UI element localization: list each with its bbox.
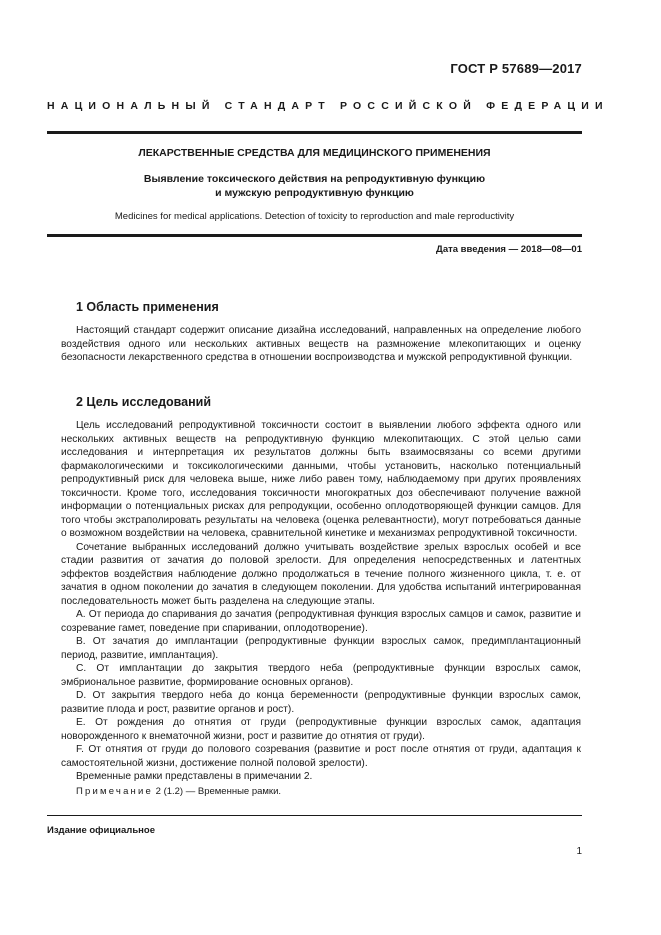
document-title: ЛЕКАРСТВЕННЫЕ СРЕДСТВА ДЛЯ МЕДИЦИНСКОГО ПРИМЕНЕНИЯ — [138, 147, 491, 159]
stage-item: F. От отнятия от груди до полового созревания (развитие и рост после отнятия от груди, адаптация к самостоятельной жизни, достижение полной половой зрелости). — [61, 744, 581, 769]
top-rule — [47, 131, 582, 134]
stage-item: Е. От рождения до отнятия от груди (репродуктивные функции взрослых самок, адаптация новорожденного к внематочной жизни, рост и развитие до отнятия от груди). — [61, 717, 581, 742]
paragraph: Настоящий стандарт содержит описание дизайна исследований, направленных на определение любого воздействия одного или нескольких активных веществ на размножение млекопитающих и оценку безопасности лекарственного средства в отношении воспроизводства и мужской репродуктивной функции. — [61, 325, 581, 363]
national-standard-heading: НАЦИОНАЛЬНЫЙ СТАНДАРТ РОССИЙСКОЙ ФЕДЕРАЦИИ — [47, 100, 609, 112]
paragraph: Цель исследований репродуктивной токсичности состоит в выявлении любого эффекта одного или нескольких активных веществ на репродуктивную функцию млекопитающих. С этой целью сами исследования и интерпретация их результатов должны быть взаимосвязаны со всеми другими фармакологическими и токсикологическими данными, чтобы установить, насколько потенциальный репродуктивный риск для человека выше, ниже либо равен тому, наблюдаемому при других проявлениях токсичности. Кроме того, исследования токсичности многократных доз обеспечивают получение важной информации о потенциальных рисках для репродукции, особенно оплодотворяющей функции самцов. Для того чтобы экстраполировать результаты на человека (оценка релевантности), могут потребоваться данные о возможном воздействии на человека, сравнительной кинетике и механизмах репродуктивной токсичности. — [61, 420, 581, 539]
note-text: 2 (1.2) — Временные рамки. — [155, 786, 282, 797]
document-subtitle — [47, 172, 582, 200]
stage-item: D. От закрытия твердого неба до конца беременности (репродуктивные функции взрослых самок, развитие плода и рост, развитие органов и рост). — [61, 690, 581, 715]
note — [76, 786, 281, 797]
standard-code: ГОСТ Р 57689—2017 — [450, 61, 582, 76]
subtitle-line-2: и мужскую репродуктивную функцию — [215, 187, 414, 199]
footer-rule — [47, 815, 582, 816]
introduction-date: Дата введения — 2018—08—01 — [436, 244, 582, 255]
paragraph: Сочетание выбранных исследований должно учитывать воздействие зрелых взрослых особей и все стадии развития от зачатия до половой зрелости. Для определения непосредственных и латентных эффектов воздействия наблюдение должно продолжаться в течение полного жизненного цикла, т. е. от зачатия в одном поколении до зачатия в следующем поколении. Для удобства испытаний интегрированная последовательность может быть разделена на следующие этапы. — [61, 541, 581, 607]
section-1-body — [61, 324, 581, 365]
stage-item: С. От имплантации до закрытия твердого неба (репродуктивные функции взрослых самок, эмбриональное развитие, формирование основных органов). — [61, 663, 581, 688]
page-number: 1 — [576, 846, 582, 857]
subtitle-line-1: Выявление токсического действия на репродуктивную функцию — [143, 173, 486, 185]
stage-item: В. От зачатия до имплантации (репродуктивные функции взрослых самок, предимплантационный период, развитие, имплантация). — [61, 636, 581, 661]
english-title: Medicines for medical applications. Detection of toxicity to reproduction and male reproductivity — [114, 211, 515, 222]
title-bottom-rule — [47, 234, 582, 237]
section-1-heading: 1 Область применения — [76, 300, 219, 314]
note-label: Примечание — [76, 786, 153, 797]
paragraph: Временные рамки представлены в примечании 2. — [76, 771, 313, 782]
official-edition-label: Издание официальное — [47, 825, 155, 836]
section-2-body — [61, 419, 581, 784]
section-2-heading: 2 Цель исследований — [76, 395, 212, 409]
stage-item: А. От периода до спаривания до зачатия (репродуктивная функция взрослых самцов и самок, развитие и созревание гамет, поведение при спаривании, оплодотворение). — [61, 609, 581, 634]
